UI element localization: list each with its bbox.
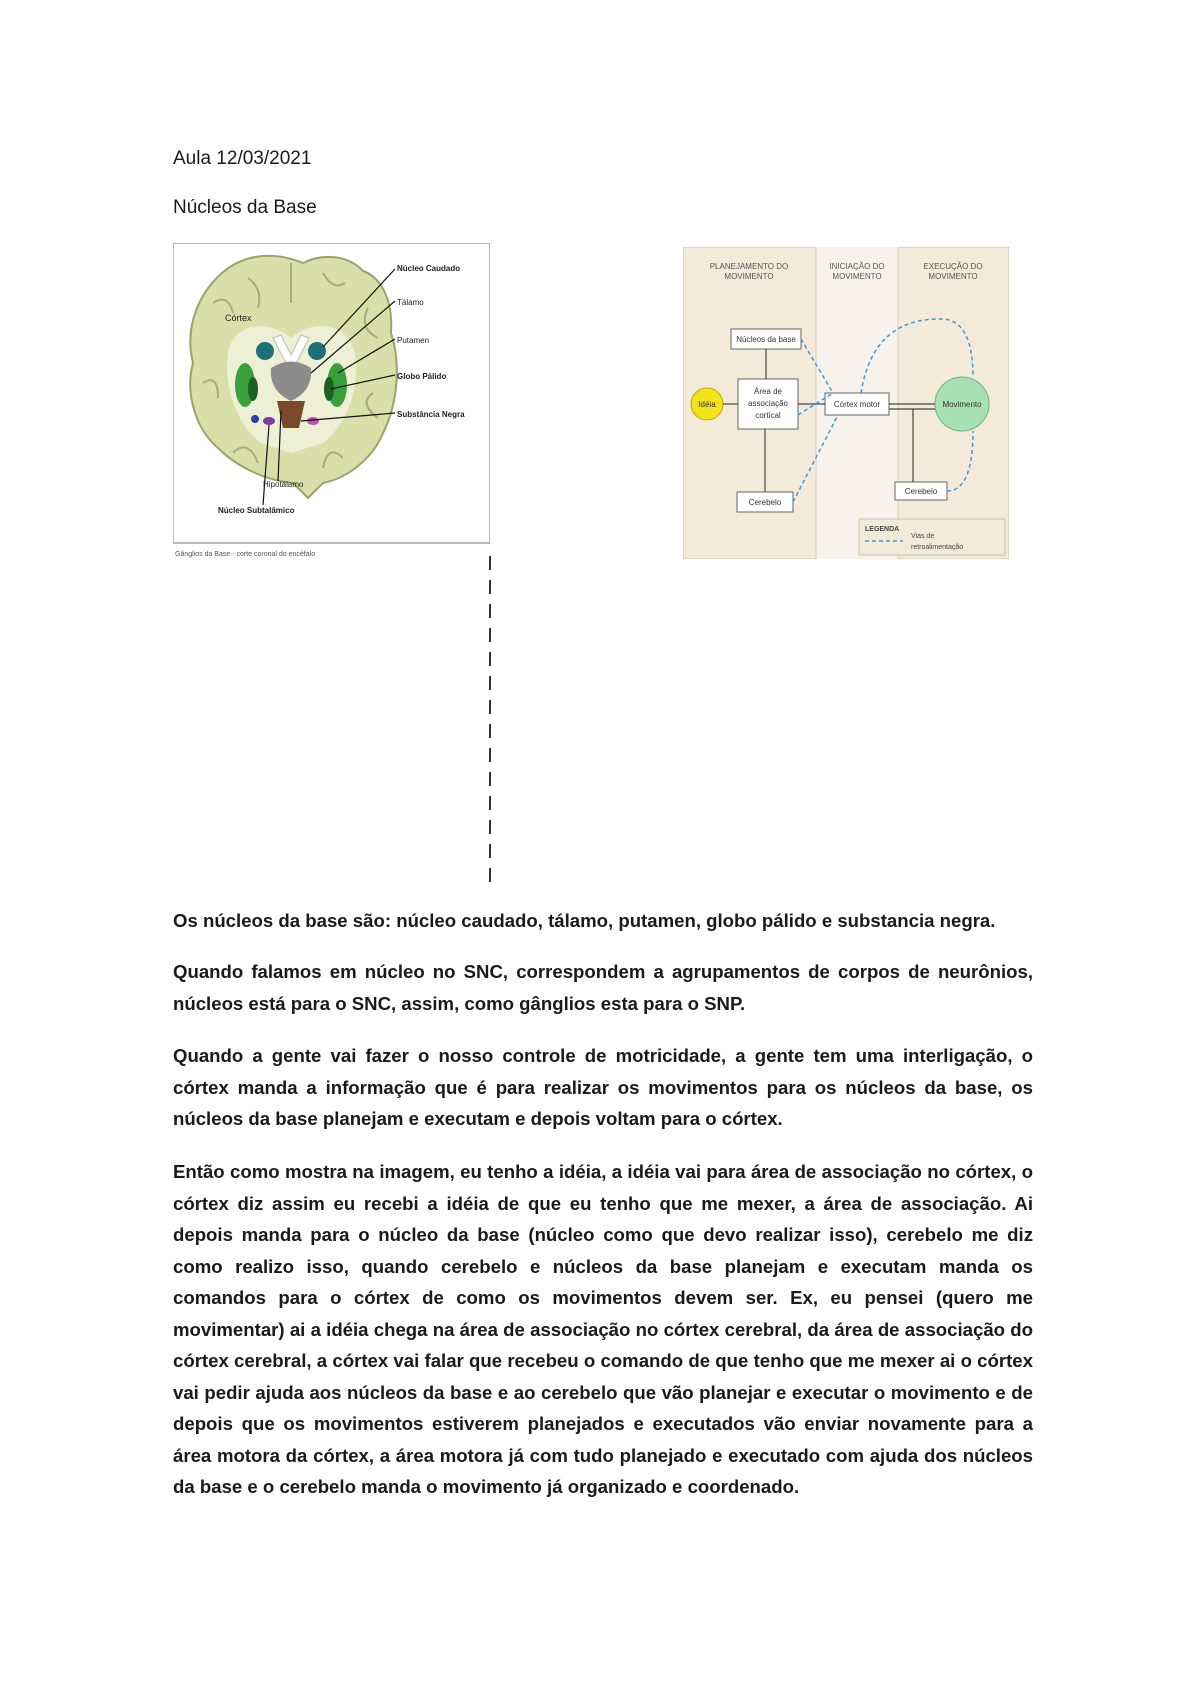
- paragraph-1: Os núcleos da base são: núcleo caudado, tálamo, putamen, globo pálido e substancia negra.: [173, 910, 996, 931]
- legend-item-line1: Vias de: [911, 533, 935, 540]
- label-globus: Globo Pálido: [397, 372, 447, 381]
- caudate-right: [308, 342, 326, 360]
- cerebellum-left-label: Cerebelo: [748, 498, 782, 507]
- paragraph-4: Então como mostra na imagem, eu tenho a idéia, a idéia vai para área de associação no córtex, o córtex diz assim eu recebi a idéia de que eu tenho que me mexer, a área de associação. Ai depois manda para o núcleo da base (núcleo como que devo realizar isso), cerebelo me diz como realizo isso, quando cerebelo e núcleos da base planejam e executam manda os comandos para o córtex de como os movimentos devem ser. Ex, eu pensei (quero me movimentar) ai a idéia chega na área de associação no córtex cerebral, da área de associação do córtex cerebral, a córtex vai falar que recebeu o comando de que tenho que me mexer ai o córtex vai pedir ajuda aos núcleos da base e ao cerebelo que vão planejar e executar o movimento e de depois que os movimentos estiverem planejados e executados vão enviar novamente para a área motora da córtex, a área motora já com tudo planejado e executado com ajuda dos núcleos da base e o cerebelo manda o movimento já organizado e coordenado.: [173, 1161, 1033, 1497]
- cerebellum-right-label: Cerebelo: [904, 487, 938, 496]
- label-thalamus: Tálamo: [397, 298, 424, 307]
- idea-label: Idéia: [698, 400, 716, 409]
- date-line: Aula 12/03/2021: [173, 148, 312, 169]
- label-putamen: Putamen: [397, 336, 430, 345]
- assoc-line1: Área de: [753, 387, 783, 396]
- dashed-divider: [488, 556, 492, 882]
- col3-line1: EXECUÇÃO DO: [923, 262, 983, 271]
- nucleus-left: [251, 415, 259, 423]
- subthalamic-right: [307, 417, 319, 425]
- label-caudate: Núcleo Caudado: [397, 264, 461, 273]
- basal-ganglia-figure: [173, 243, 490, 561]
- caudate-left: [256, 342, 274, 360]
- legend-title: LEGENDA: [865, 526, 900, 533]
- label-substantia: Substância Negra: [397, 410, 465, 419]
- section-heading: Núcleos da Base: [173, 197, 317, 218]
- movement-flow-diagram: [683, 247, 1009, 559]
- paragraph-3: Quando a gente vai fazer o nosso controle de motricidade, a gente tem uma interligação, o córtex manda a informação que é para realizar os movimentos para os núcleos da base, os núcleos da base planejam e executam e depois voltam para o córtex.: [173, 1045, 1033, 1129]
- label-cortex: Córtex: [225, 313, 252, 323]
- assoc-line3: cortical: [755, 411, 781, 420]
- legend-item-line2: retroalimentação: [911, 544, 964, 551]
- assoc-line2: associação: [747, 399, 789, 408]
- col1-line1: PLANEJAMENTO DO: [709, 262, 789, 271]
- subthalamic-left: [263, 417, 275, 425]
- col1-line2: MOVIMENTO: [724, 272, 774, 281]
- label-hypothalamus: Hipotálamo: [263, 480, 304, 489]
- basal-label: Núcleos da base: [736, 335, 796, 344]
- paragraph-2: Quando falamos em núcleo no SNC, correspondem a agrupamentos de corpos de neurônios, núcleos está para o SNC, assim, como gânglios esta para o SNP.: [173, 961, 1033, 1014]
- figure-caption: Gânglios da Base - corte coronal do encéfalo: [175, 551, 316, 558]
- movement-label: Movimento: [942, 400, 982, 409]
- motor-label: Córtex motor: [833, 400, 881, 409]
- globus-left: [248, 377, 258, 401]
- col3-line2: MOVIMENTO: [928, 272, 978, 281]
- label-subthalamic: Núcleo Subtalâmico: [218, 506, 295, 515]
- col2-line2: MOVIMENTO: [832, 272, 882, 281]
- col2-line1: INICIAÇÃO DO: [829, 262, 885, 271]
